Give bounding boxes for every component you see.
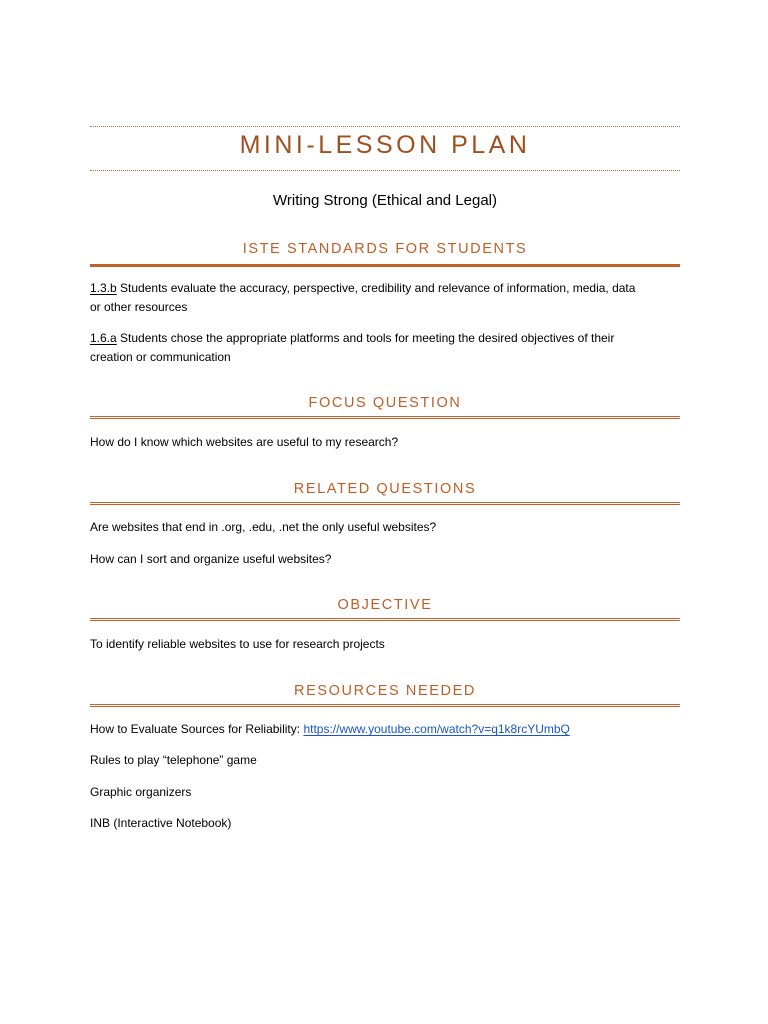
resource-video-label: How to Evaluate Sources for Reliability: — [90, 722, 304, 736]
objective-heading: OBJECTIVE — [337, 597, 433, 613]
related-question-item: Are websites that end in .org, .edu, .net the only useful websites? — [90, 520, 437, 534]
standard-code: 1.3.b — [90, 281, 117, 295]
related-questions-rule — [90, 502, 680, 505]
objective-rule — [90, 618, 680, 621]
document-title: MINI-LESSON PLAN — [239, 131, 531, 159]
standard-text-continued: creation or communication — [90, 350, 231, 364]
standard-text: Students chose the appropriate platforms and tools for meeting the desired objectives of their — [120, 331, 615, 345]
resources-needed-heading: RESOURCES NEEDED — [294, 683, 476, 699]
standard-text: Students evaluate the accuracy, perspective, credibility and relevance of information, media, data — [120, 281, 636, 295]
iste-standards-heading: ISTE STANDARDS FOR STUDENTS — [242, 241, 528, 257]
resource-video-item — [90, 720, 680, 739]
standard-item — [90, 329, 680, 367]
document-page — [90, 0, 680, 1024]
title-top-rule — [90, 126, 680, 127]
resource-item: Rules to play “telephone” game — [90, 753, 257, 767]
iste-standards-rule — [90, 264, 680, 267]
focus-question-rule — [90, 416, 680, 419]
standard-text-continued: or other resources — [90, 300, 188, 314]
objective-text: To identify reliable websites to use for research projects — [90, 637, 385, 651]
related-question-item: How can I sort and organize useful websites? — [90, 552, 332, 566]
resource-video-link[interactable]: https://www.youtube.com/watch?v=q1k8rcYUmbQ — [303, 722, 570, 736]
resource-item: INB (Interactive Notebook) — [90, 816, 232, 830]
resources-needed-rule — [90, 704, 680, 707]
focus-question-text: How do I know which websites are useful to my research? — [90, 435, 399, 449]
related-questions-heading: RELATED QUESTIONS — [293, 481, 477, 497]
title-bottom-rule — [90, 170, 680, 171]
standard-item — [90, 279, 680, 317]
resource-item: Graphic organizers — [90, 785, 192, 799]
document-subtitle: Writing Strong (Ethical and Legal) — [272, 192, 497, 209]
standard-code: 1.6.a — [90, 331, 117, 345]
focus-question-heading: FOCUS QUESTION — [308, 395, 462, 411]
